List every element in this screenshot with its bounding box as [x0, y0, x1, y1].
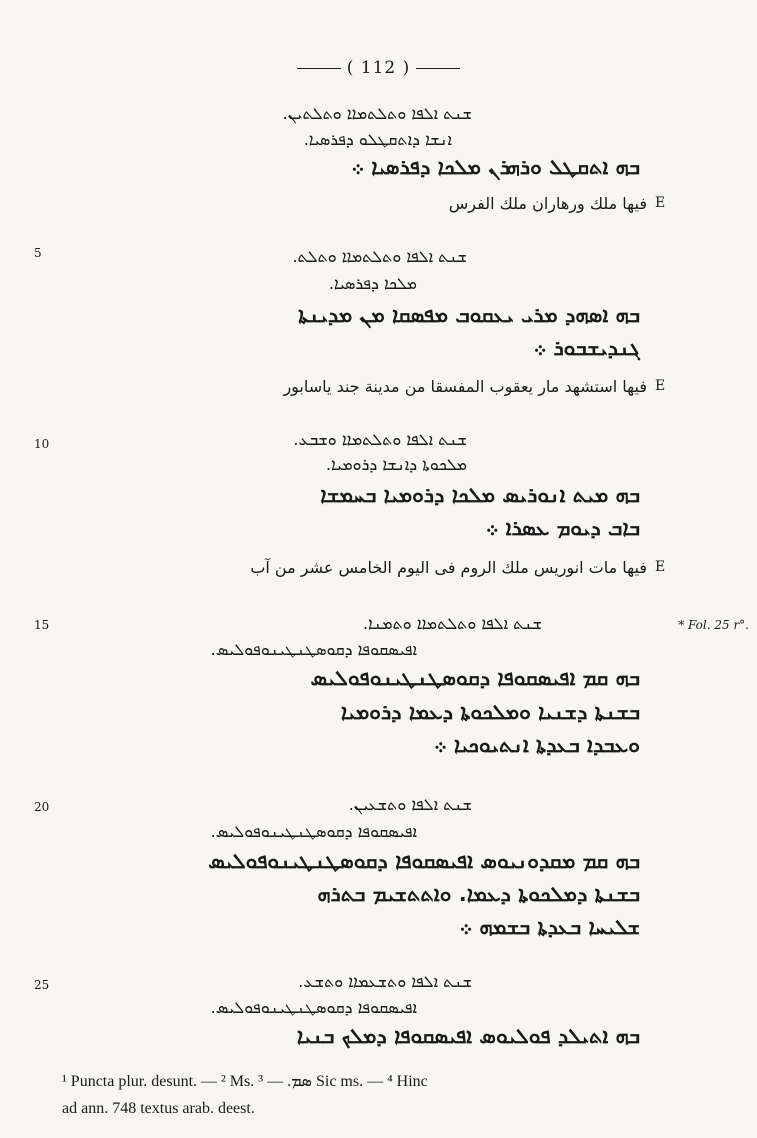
- e-marker: E: [655, 378, 666, 394]
- syriac-line: ܫܢܬ ܐܠܦܐ ܘܬܠܬܡܐܐ ܘܬܡܢܐ.: [362, 614, 542, 633]
- syriac-line: ܒܗ ܐܣܗܕ ܡܪܝ ܝܥܩܘܒ ܡܦܣܩܐ ܡܢ ܡܕܝܢܬܐ: [298, 303, 640, 327]
- syriac-line: ܫܢܬ ܐܠܦܐ ܘܬܫܥܡܐܐ ܘܬܫܥ.: [298, 972, 472, 991]
- arabic-line: فيها ملك ورهاران ملك الفرس: [448, 194, 647, 213]
- syriac-line: ܡܠܟܘܬܐ ܕܐܢܫܐ ܕܪܘܡܝܐ.: [325, 455, 467, 474]
- syriac-line: ܒܗ ܩܡ ܡܩܕܘܢܝܘܣ ܐܦܝܣܩܘܦܐ ܕܩܘܣܛܢܛܝܢܘܦܘܠܝܣ: [208, 849, 640, 873]
- syriac-line: ܫܢܬ ܐܠܦܐ ܘܬܠܬܡܐܐ ܘܫܒܥ.: [293, 430, 467, 449]
- line-number: 5: [34, 246, 42, 260]
- syriac-line: ܒܐܒ ܕܝܘܡ ܥܣܪܐ ܀: [485, 516, 640, 540]
- header-ornament-right: [416, 68, 460, 69]
- syriac-line: ܫܠܝܚܐ ܒܥܕܬܐ ܒܫܡܗ ܀: [459, 915, 640, 939]
- line-number: 10: [34, 437, 50, 451]
- syriac-line: ܒܗ ܐܬܩܛܠ ܘܪܗܪܢ ܡܠܟܐ ܕܦܪܣܝܐ ܀: [351, 155, 640, 179]
- footnote-line: ad ann. 748 textus arab. deest.: [62, 1100, 255, 1117]
- syriac-line: ܐܢܫܐ ܕܐܬܩܛܠܘ ܕܦܪܣܝܐ.: [303, 130, 452, 149]
- syriac-line: ܒܗ ܩܡ ܐܦܝܣܩܘܦܐ ܕܩܘܣܛܢܛܝܢܘܦܘܠܝܣ: [310, 666, 640, 690]
- syriac-line: ܘܥܒܕܐ ܒܥܕܬܐ ܐܢܬܝܘܟܝܐ ܀: [434, 733, 640, 757]
- line-number: 15: [34, 618, 50, 632]
- e-marker: E: [655, 559, 666, 575]
- syriac-line: ܒܗ ܐܬܝܠܕ ܦܘܠܝܘܣ ܐܦܝܣܩܘܦܐ ܕܡܠܟ ܒܢܝܐ: [296, 1024, 640, 1048]
- footnote-line: ¹ Puncta plur. desunt. — ² Ms. ܣܡ. — ³ Sic ms. — ⁴ Hinc: [62, 1073, 428, 1090]
- syriac-line: ܐܦܝܣܩܘܦܐ ܕܩܘܣܛܢܛܝܢܘܦܘܠܝܣ.: [210, 640, 417, 659]
- syriac-line: ܐܦܝܣܩܘܦܐ ܕܩܘܣܛܢܛܝܢܘܦܘܠܝܣ.: [210, 822, 417, 841]
- syriac-line: ܒܗ ܡܝܬ ܐܢܘܪܝܣ ܡܠܟܐ ܕܪܘܡܝܐ ܒܚܡܫܐ: [320, 483, 640, 507]
- syriac-line: ܡܠܟܐ ܕܦܪܣܝܐ.: [328, 274, 417, 293]
- line-number: 20: [34, 800, 50, 814]
- page-number: ( 112 ): [346, 58, 411, 78]
- arabic-line: فيها استشهد مار يعقوب المفسقا من مدينة جند ياسابور: [283, 377, 647, 396]
- syriac-line: ܫܢܬ ܐܠܦܐ ܘܬܠܬܡܐܐ ܘܬܠܬܝܢ.: [282, 104, 472, 123]
- e-marker: E: [655, 195, 666, 211]
- syriac-line: ܐܦܝܣܩܘܦܐ ܕܩܘܣܛܢܛܝܢܘܦܘܠܝܣ.: [210, 998, 417, 1017]
- header-ornament-left: [297, 68, 341, 69]
- syriac-line: ܫܢܬ ܐܠܦܐ ܘܬܫܥܝܢ.: [348, 795, 472, 814]
- arabic-line: فيها مات انوريس ملك الروم فى اليوم الخامس عشر من آب: [250, 558, 647, 577]
- syriac-line: ܒܫܢܬܐ ܕܫܢܝܐ ܘܡܠܟܘܬܐ ܕܥܡܐ ܕܪܘܡܝܐ: [340, 700, 640, 724]
- folio-margin-note: * Fol. 25 r°.: [678, 618, 749, 632]
- syriac-line: ܒܫܢܬܐ ܕܡܠܟܘܬܐ ܕܥܡܐ. ܘܐܬܬܫܝܡ ܒܬܪܗ: [317, 882, 640, 906]
- footnotes: [62, 1068, 662, 1122]
- syriac-line: ܓܢܕܝܫܒܘܪ ܀: [533, 336, 640, 360]
- line-number: 25: [34, 978, 50, 992]
- syriac-line: ܫܢܬ ܐܠܦܐ ܘܬܠܬܡܐܐ ܘܬܠܬ.: [292, 247, 467, 266]
- page-header: [0, 58, 757, 78]
